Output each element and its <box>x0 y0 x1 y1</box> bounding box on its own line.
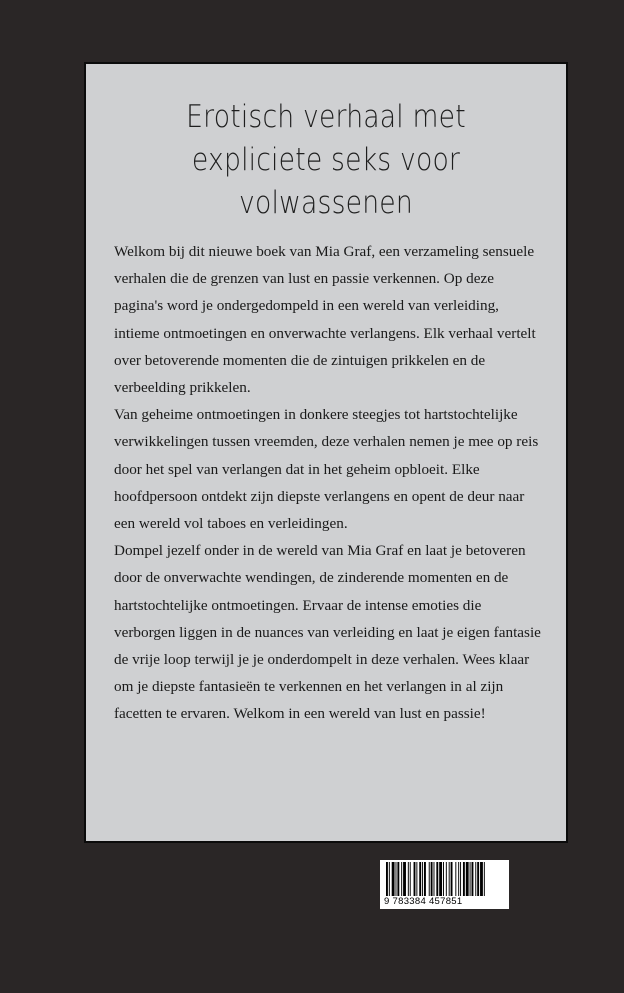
barcode-bar <box>424 862 426 896</box>
barcode-bar <box>389 862 390 896</box>
barcode-bar <box>403 862 406 896</box>
barcode-bar <box>446 862 447 896</box>
barcode-bar <box>429 862 430 896</box>
barcode-bar <box>455 862 456 896</box>
barcode-bar <box>449 862 450 896</box>
barcode-bar <box>439 862 442 896</box>
isbn-barcode <box>380 860 509 909</box>
blurb-paragraph-2: Van geheime ontmoetingen in donkere steegjes tot hartstochtelijke verwikkelingen tussen vreemden, deze verhalen nemen je mee op reis door het spel van verlangen dat in het geheim opbloeit. Elke hoofdpersoon ontdekt zijn diepste verlangens en opent de deur naar een wereld vol taboes en verleidingen. <box>114 406 539 533</box>
barcode-bar <box>386 862 388 896</box>
barcode-bar <box>451 862 453 896</box>
book-title <box>120 96 533 225</box>
barcode-bar <box>472 862 474 896</box>
barcode-bar <box>397 862 399 896</box>
barcode-bar <box>414 862 416 896</box>
title-line-2: expliciete seks voor <box>191 142 461 178</box>
barcode-bar <box>419 862 421 896</box>
barcode-bar <box>484 862 485 896</box>
barcode-bar <box>458 862 459 896</box>
barcode-bar <box>463 862 465 896</box>
barcode-bar <box>475 862 476 896</box>
barcode-bar <box>443 862 444 896</box>
title-line-1: Erotisch verhaal met <box>186 99 466 135</box>
barcode-bar <box>434 862 435 896</box>
barcode-bar <box>460 862 461 896</box>
barcode-bar <box>392 862 395 896</box>
barcode-bar <box>477 862 479 896</box>
barcode-bar <box>422 862 423 896</box>
barcode-bar <box>408 862 409 896</box>
barcode-bar <box>431 862 433 896</box>
blurb-paragraph-1: Welkom bij dit nieuwe boek van Mia Graf, een verzameling sensuele verhalen die de grenzen van lust en passie verkennen. Op deze pagina's word je ondergedompeld in een wereld van verleiding, intieme ontmoetingen en onverwachte verlangens. Elk verhaal vertelt over betoverende momenten die de zintuigen prikkelen en de verbeelding prikkelen. <box>114 243 536 397</box>
barcode-bars <box>380 860 509 898</box>
barcode-bar <box>396 862 397 896</box>
blurb <box>114 238 544 728</box>
barcode-bar <box>436 862 438 896</box>
blurb-paragraph-3: Dompel jezelf onder in de wereld van Mia Graf en laat je betoveren door de onverwachte wendingen, de zinderende momenten en de hartstochtelijke ontmoetingen. Ervaar de intense emoties die verborgen liggen in de nuances van verleiding en laat je eigen fantasie de vrije loop terwijl je je onderdompelt in deze verhalen. Wees klaar om je diepste fantasieën te verkennen en het verlangen in al zijn facetten te ervaren. Welkom in een wereld van lust en passie! <box>114 542 541 723</box>
barcode-bar <box>480 862 483 896</box>
barcode-bar <box>401 862 402 896</box>
barcode-bar <box>410 862 411 896</box>
barcode-number: 9 783384 457851 <box>384 896 463 907</box>
back-cover-panel <box>84 62 568 843</box>
barcode-bar <box>466 862 469 896</box>
title-line-3: volwassenen <box>239 185 413 221</box>
barcode-bar <box>416 862 417 896</box>
barcode-bar <box>470 862 471 896</box>
